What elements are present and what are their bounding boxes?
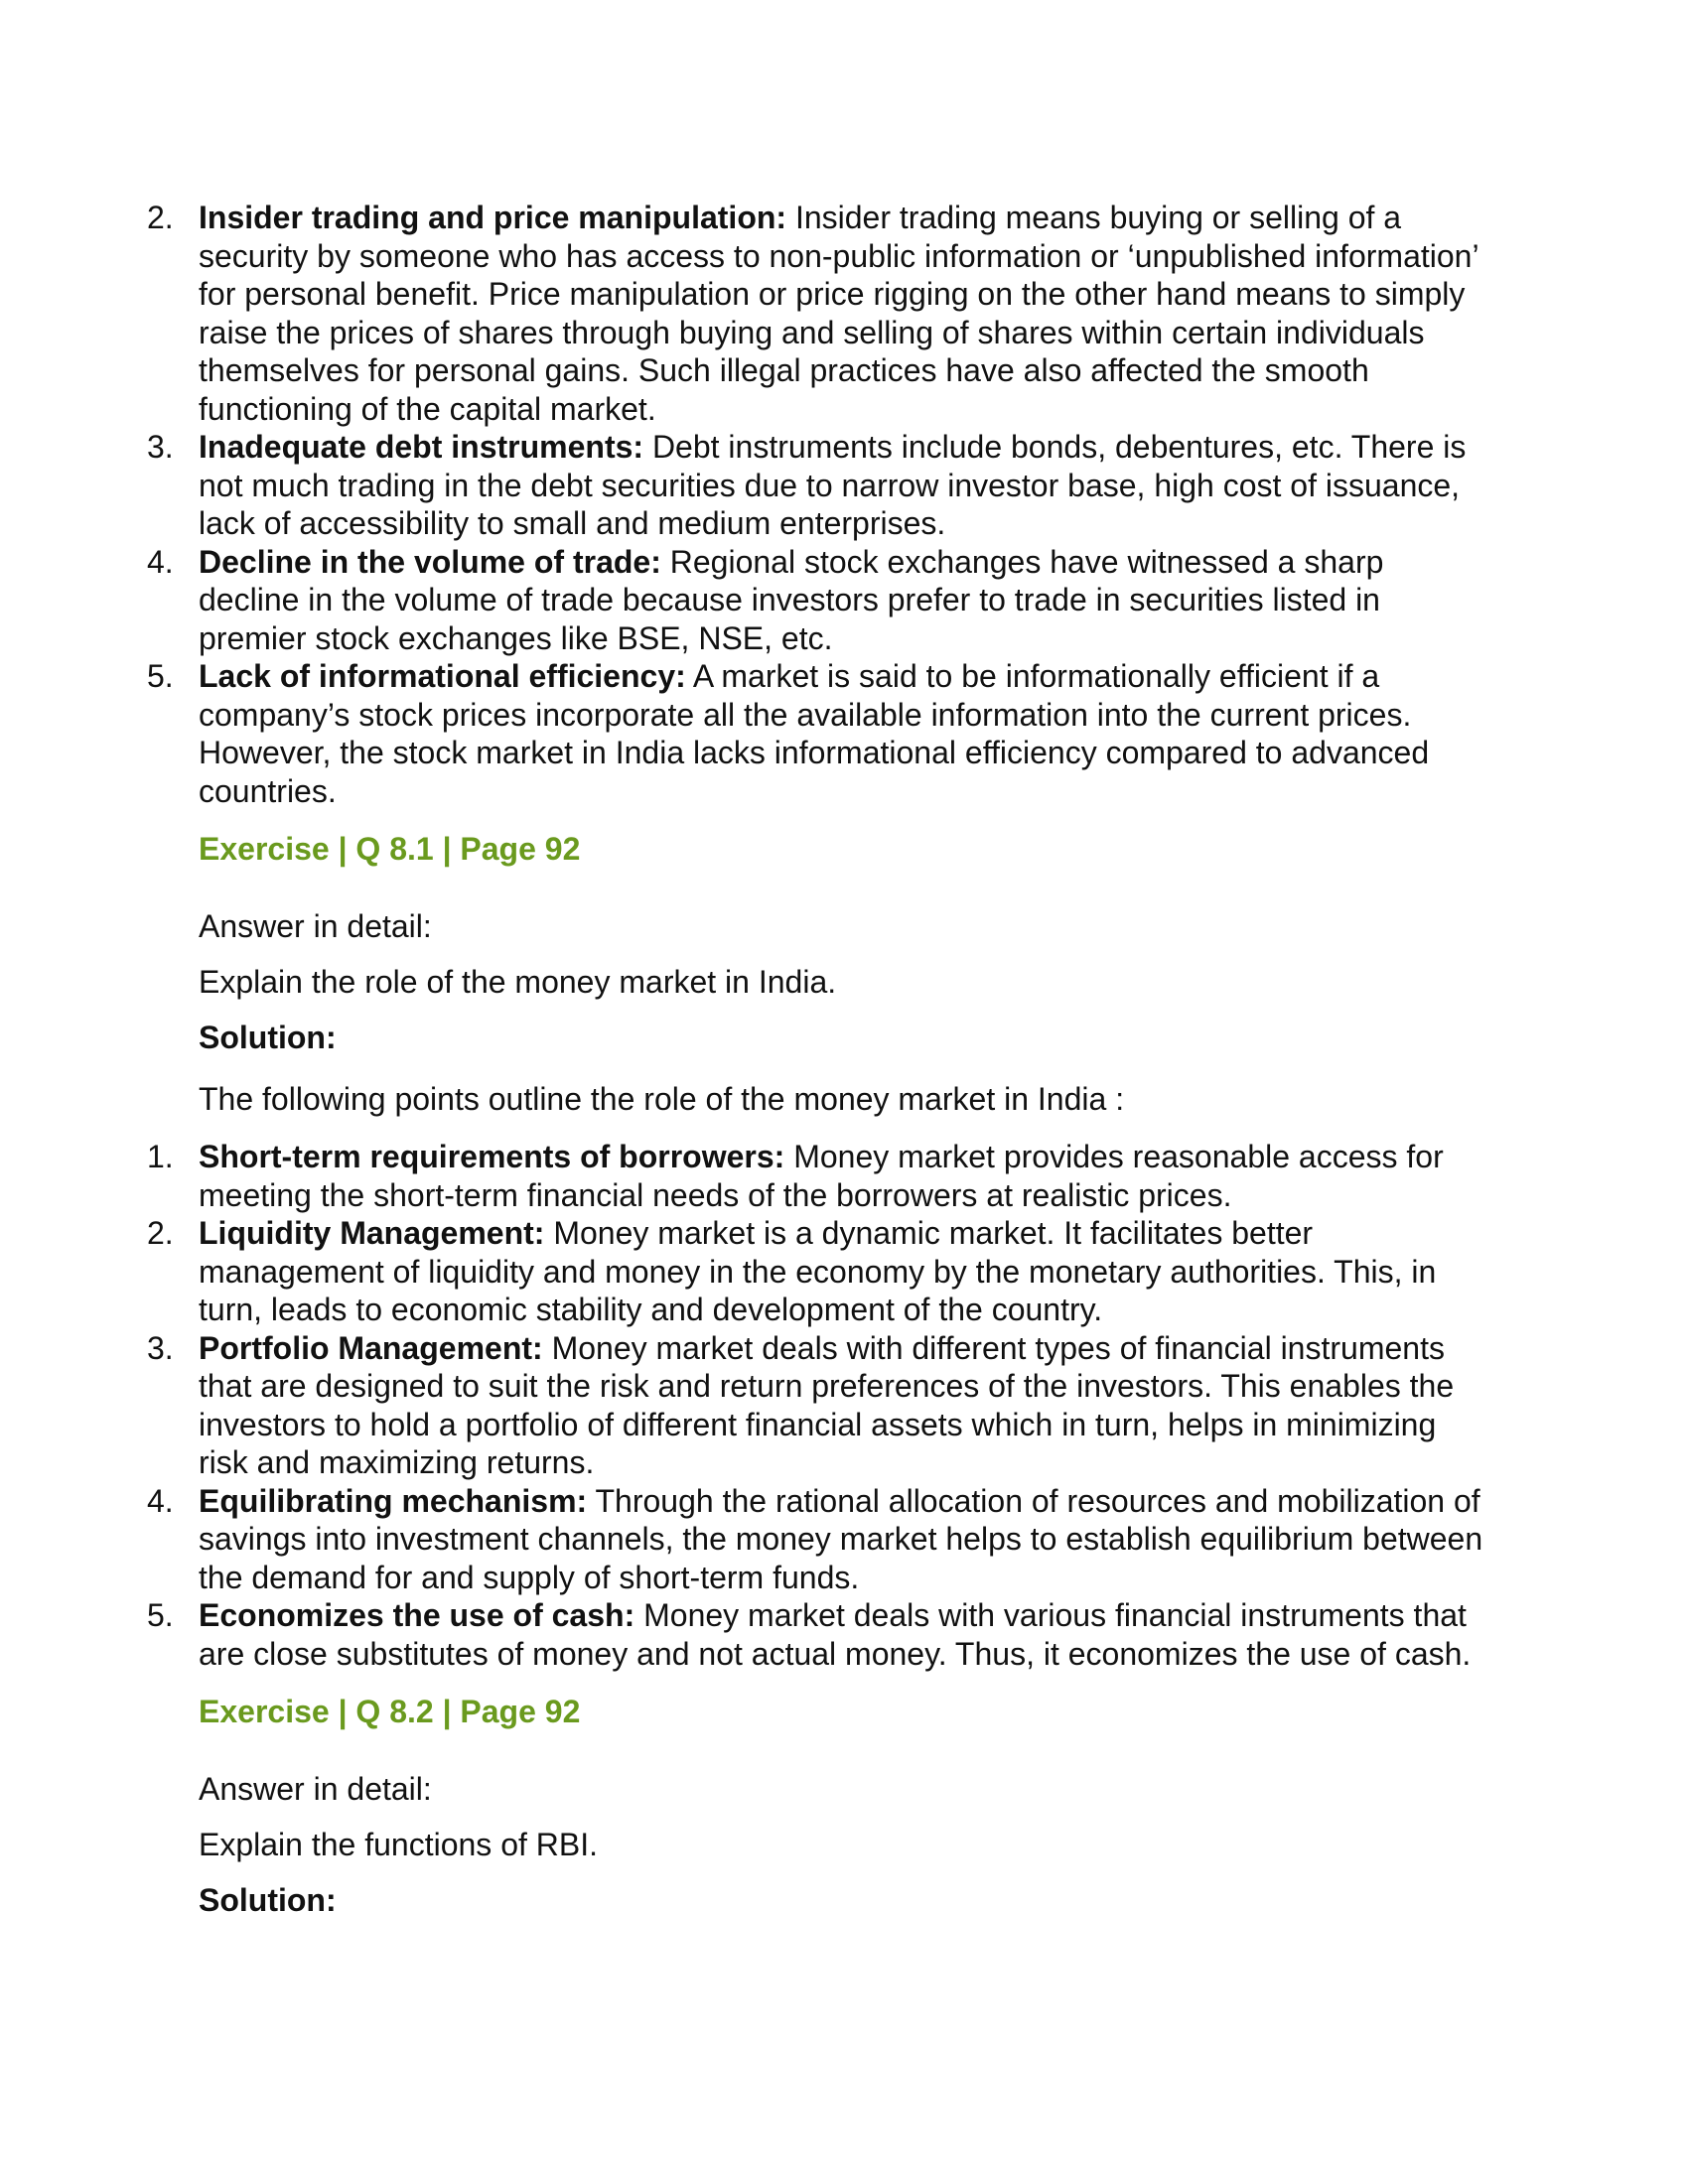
question-text: Explain the role of the money market in India. (199, 964, 837, 1000)
list-term: Short-term requirements of borrowers: (199, 1139, 785, 1174)
list-term: Economizes the use of cash: (199, 1597, 635, 1633)
list-item (147, 657, 1489, 810)
list-item (147, 1138, 1489, 1214)
page-content (147, 199, 1489, 1919)
list-term: Inadequate debt instruments: (199, 429, 644, 465)
list-number: 5. (147, 658, 174, 694)
exercise-heading: Exercise | Q 8.2 | Page 92 (199, 1694, 581, 1729)
list-number: 3. (147, 1329, 174, 1366)
list-item (147, 543, 1489, 658)
list-text: A market is said to be informationally efficient if a company’s stock prices incorporate all the available information into the current prices. However, the stock market in India lacks informational efficiency compared to advanced countries. (199, 658, 1430, 809)
exercise-heading: Exercise | Q 8.1 | Page 92 (199, 831, 581, 867)
question-prompt: Answer in detail: (199, 1771, 432, 1807)
list-item (147, 428, 1489, 543)
list-term: Liquidity Management: (199, 1215, 545, 1251)
money-market-role-list (147, 1138, 1489, 1673)
list-term: Insider trading and price manipulation: (199, 200, 787, 235)
list-number: 2. (147, 200, 174, 235)
list-number: 2. (147, 1215, 174, 1251)
list-text: Money market provides reasonable access for meeting the short-term financial needs of the borrowers at realistic prices. (199, 1139, 1444, 1213)
capital-market-problems-list (147, 199, 1489, 810)
list-item (147, 1329, 1489, 1482)
list-term: Decline in the volume of trade: (199, 543, 661, 580)
list-term: Lack of informational efficiency: (199, 658, 686, 694)
list-text: Insider trading means buying or selling of a security by someone who has access to non-public information or ‘unpublished information’ for personal benefit. Price manipulation or price rigging on the other hand means to simply raise the prices of shares through buying and selling of shares within certain individuals themselves for personal gains. Such illegal practices have also affected the smooth functioning of the capital market. (199, 200, 1478, 427)
solution-label: Solution: (199, 1882, 337, 1918)
list-item (147, 199, 1489, 428)
solution-label: Solution: (199, 1020, 337, 1055)
solution-intro: The following points outline the role of the money market in India : (199, 1081, 1125, 1117)
list-number: 4. (147, 1482, 174, 1519)
list-text: Money market deals with various financial instruments that are close substitutes of money and not actual money. Thus, it economizes the use of cash. (199, 1597, 1472, 1672)
list-term: Portfolio Management: (199, 1329, 543, 1366)
list-number: 3. (147, 429, 174, 465)
list-number: 4. (147, 543, 174, 580)
list-item (147, 1596, 1489, 1673)
question-text: Explain the functions of RBI. (199, 1827, 598, 1862)
list-text: Money market is a dynamic market. It facilitates better management of liquidity and money in the economy by the monetary authorities. This, in turn, leads to economic stability and development of the country. (199, 1215, 1437, 1327)
list-item (147, 1214, 1489, 1329)
list-text: Through the rational allocation of resources and mobilization of savings into investment channels, the money market helps to establish equilibrium between the demand for and supply of short-term funds. (199, 1482, 1483, 1595)
list-number: 1. (147, 1139, 174, 1174)
list-number: 5. (147, 1597, 174, 1633)
list-text: Debt instruments include bonds, debentures, etc. There is not much trading in the debt securities due to narrow investor base, high cost of issuance, lack of accessibility to small and medium enterprises. (199, 429, 1467, 541)
list-item (147, 1482, 1489, 1597)
list-term: Equilibrating mechanism: (199, 1482, 588, 1519)
list-text: Money market deals with different types of financial instruments that are designed to suit the risk and return preferences of the investors. This enables the investors to hold a portfolio of different financial assets which in turn, helps in minimizing risk and maximizing returns. (199, 1329, 1455, 1480)
list-text: Regional stock exchanges have witnessed a sharp decline in the volume of trade because investors prefer to trade in securities listed in premier stock exchanges like BSE, NSE, etc. (199, 543, 1384, 656)
question-prompt: Answer in detail: (199, 908, 432, 944)
